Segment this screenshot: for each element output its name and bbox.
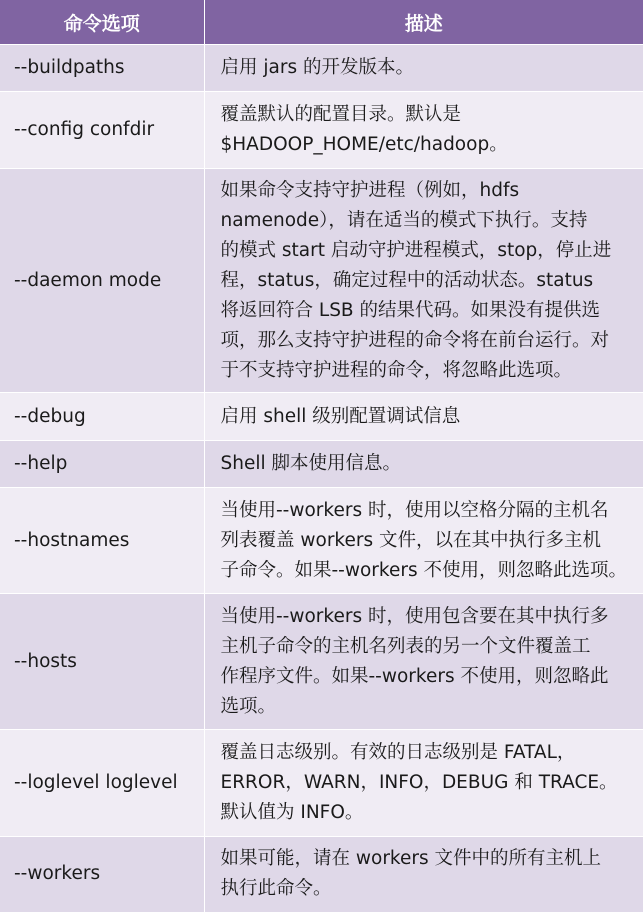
option-cell: --config confdir <box>0 92 204 169</box>
description-cell <box>204 488 643 594</box>
table-row <box>0 441 643 488</box>
table-row <box>0 594 643 730</box>
table-row <box>0 92 643 169</box>
description-cell <box>204 441 643 488</box>
description-line: Shell 脚本使用信息。 <box>220 453 402 474</box>
option-cell: --workers <box>0 837 204 912</box>
description-line: $HADOOP_HOME/etc/hadoop。 <box>220 134 508 155</box>
description-cell <box>204 169 643 393</box>
description-line: 作程序文件。如果--workers 不使用，则忽略此 <box>220 665 609 687</box>
description-line: 启用 jars 的开发版本。 <box>220 57 414 78</box>
description-cell <box>204 594 643 730</box>
table-row <box>0 393 643 441</box>
option-cell: --hosts <box>0 594 204 730</box>
table-row <box>0 730 643 837</box>
description-line: 选项。 <box>220 695 277 717</box>
option-cell: --help <box>0 441 204 488</box>
description-line: 如果可能，请在 workers 文件中的所有主机上 <box>220 848 601 870</box>
description-line: 列表覆盖 workers 文件，以在其中执行多主机 <box>220 529 601 551</box>
description-line: namenode），请在适当的模式下执行。支持 <box>220 209 588 231</box>
description-line: 覆盖日志级别。有效的日志级别是 FATAL， <box>220 742 576 763</box>
description-cell <box>204 730 643 837</box>
description-line: 启用 shell 级别配置调试信息 <box>220 405 461 427</box>
option-cell: --loglevel loglevel <box>0 730 204 837</box>
header-row <box>0 0 643 45</box>
description-cell <box>204 393 643 441</box>
table-row <box>0 488 643 594</box>
description-line: ERROR，WARN，INFO，DEBUG 和 TRACE。 <box>220 772 618 793</box>
description-line: 将返回符合 LSB 的结果代码。如果没有提供选 <box>220 299 601 321</box>
header-description: 描述 <box>204 0 643 45</box>
option-cell: --daemon mode <box>0 169 204 393</box>
option-cell: --debug <box>0 393 204 441</box>
option-cell: --hostnames <box>0 488 204 594</box>
description-line: 项，那么支持守护进程的命令将在前台运行。对 <box>220 329 610 351</box>
description-line: 当使用--workers 时，使用包含要在其中执行多 <box>220 605 609 627</box>
description-line: 程，status，确定过程中的活动状态。status <box>220 269 594 291</box>
description-line: 默认值为 INFO。 <box>220 802 364 823</box>
description-line: 如果命令支持守护进程（例如，hdfs <box>220 179 520 201</box>
option-cell: --buildpaths <box>0 45 204 92</box>
description-line: 于不支持守护进程的命令，将忽略此选项。 <box>220 359 573 381</box>
table-row <box>0 169 643 393</box>
description-line: 主机子命令的主机名列表的另一个文件覆盖工 <box>220 635 591 657</box>
description-line: 子命令。如果--workers 不使用，则忽略此选项。 <box>220 559 627 581</box>
description-line: 执行此命令。 <box>220 878 332 900</box>
table-row <box>0 837 643 912</box>
description-line: 当使用--workers 时，使用以空格分隔的主机名 <box>220 499 609 521</box>
description-line: 覆盖默认的配置目录。默认是 <box>220 104 462 125</box>
description-line: 的模式 start 启动守护进程模式，stop，停止进 <box>220 239 612 261</box>
header-option: 命令选项 <box>0 0 204 45</box>
description-cell <box>204 837 643 912</box>
description-cell <box>204 45 643 92</box>
table-row <box>0 45 643 92</box>
description-cell <box>204 92 643 169</box>
